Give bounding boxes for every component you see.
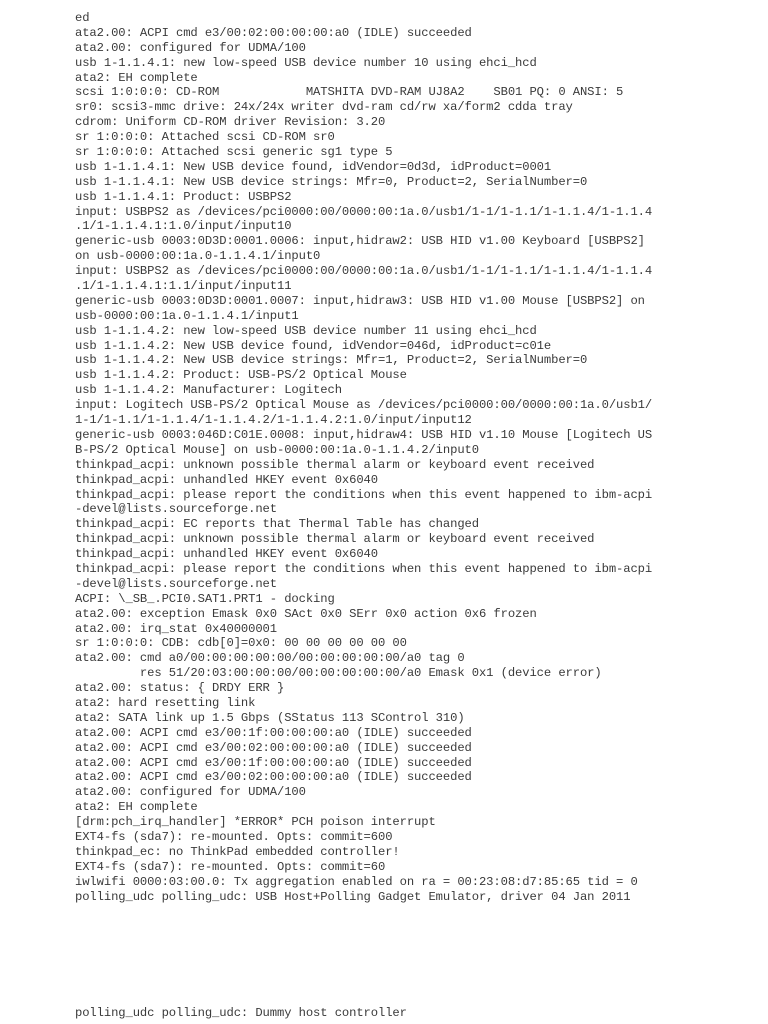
log-line: usb 1-1.1.4.2: New USB device found, idVendor=046d, idProduct=c01e bbox=[75, 338, 552, 353]
log-line: usb-0000:00:1a.0-1.1.4.1/input1 bbox=[75, 308, 299, 323]
log-line: input: USBPS2 as /devices/pci0000:00/0000:00:1a.0/usb1/1-1/1-1.1/1-1.1.4/1-1.1.4 bbox=[75, 264, 653, 279]
log-line: sr0: scsi3-mmc drive: 24x/24x writer dvd-ram cd/rw xa/form2 cdda tray bbox=[75, 100, 573, 115]
log-line: thinkpad_acpi: unknown possible thermal alarm or keyboard event received bbox=[75, 532, 595, 547]
log-line: [drm:pch_irq_handler] *ERROR* PCH poison interrupt bbox=[75, 815, 436, 830]
log-line: EXT4-fs (sda7): re-mounted. Opts: commit=600 bbox=[75, 829, 393, 844]
log-line: cdrom: Uniform CD-ROM driver Revision: 3.20 bbox=[75, 115, 386, 130]
log-line: ata2.00: ACPI cmd e3/00:1f:00:00:00:a0 (IDLE) succeeded bbox=[75, 725, 472, 740]
log-line: thinkpad_acpi: please report the conditions when this event happened to ibm-acpi bbox=[75, 561, 653, 576]
log-line: usb 1-1.1.4.2: New USB device strings: Mfr=1, Product=2, SerialNumber=0 bbox=[75, 353, 588, 368]
log-footer-line: polling_udc polling_udc: Dummy host controller bbox=[75, 1006, 407, 1020]
log-line: iwlwifi 0000:03:00.0: Tx aggregation enabled on ra = 00:23:08:d7:85:65 tid = 0 bbox=[75, 874, 638, 889]
kernel-log bbox=[75, 11, 755, 904]
log-line: usb 1-1.1.4.2: new low-speed USB device number 11 using ehci_hcd bbox=[75, 323, 537, 338]
log-line: .1/1-1.1.4.1:1.1/input/input11 bbox=[75, 279, 292, 294]
log-line: thinkpad_acpi: unknown possible thermal alarm or keyboard event received bbox=[75, 457, 595, 472]
log-line: ata2.00: configured for UDMA/100 bbox=[75, 40, 306, 55]
log-line: polling_udc polling_udc: USB Host+Polling Gadget Emulator, driver 04 Jan 2011 bbox=[75, 889, 631, 904]
log-line: EXT4-fs (sda7): re-mounted. Opts: commit=60 bbox=[75, 859, 386, 874]
log-line: thinkpad_acpi: unhandled HKEY event 0x6040 bbox=[75, 547, 378, 562]
log-line: thinkpad_acpi: please report the conditions when this event happened to ibm-acpi bbox=[75, 487, 653, 502]
log-line: thinkpad_acpi: EC reports that Thermal Table has changed bbox=[75, 517, 479, 532]
log-line: res 51/20:03:00:00:00/00:00:00:00:00/a0 Emask 0x1 (device error) bbox=[75, 666, 602, 681]
log-line: usb 1-1.1.4.1: New USB device strings: Mfr=0, Product=2, SerialNumber=0 bbox=[75, 174, 588, 189]
log-line: ed bbox=[75, 11, 90, 25]
log-line: ata2.00: cmd a0/00:00:00:00:00/00:00:00:00:00/a0 tag 0 bbox=[75, 651, 465, 666]
log-line: sr 1:0:0:0: Attached scsi CD-ROM sr0 bbox=[75, 130, 335, 145]
log-line: -devel@lists.sourceforge.net bbox=[75, 576, 277, 591]
log-line: ata2.00: irq_stat 0x40000001 bbox=[75, 621, 277, 636]
log-line: -devel@lists.sourceforge.net bbox=[75, 502, 277, 517]
log-line: on usb-0000:00:1a.0-1.1.4.1/input0 bbox=[75, 249, 321, 264]
log-line: sr 1:0:0:0: CDB: cdb[0]=0x0: 00 00 00 00 00 00 bbox=[75, 636, 407, 651]
log-line: thinkpad_ec: no ThinkPad embedded controller! bbox=[75, 844, 400, 859]
log-line: B-PS/2 Optical Mouse] on usb-0000:00:1a.0-1.1.4.2/input0 bbox=[75, 442, 479, 457]
log-line: input: Logitech USB-PS/2 Optical Mouse as /devices/pci0000:00/0000:00:1a.0/usb1/ bbox=[75, 398, 653, 413]
log-line: generic-usb 0003:046D:C01E.0008: input,hidraw4: USB HID v1.10 Mouse [Logitech US bbox=[75, 427, 653, 442]
log-line: usb 1-1.1.4.1: New USB device found, idVendor=0d3d, idProduct=0001 bbox=[75, 159, 552, 174]
log-line: scsi 1:0:0:0: CD-ROM MATSHITA DVD-RAM UJ8A2 SB01 PQ: 0 ANSI: 5 bbox=[75, 85, 624, 100]
log-line: ata2: hard resetting link bbox=[75, 695, 256, 710]
log-line: ata2: SATA link up 1.5 Gbps (SStatus 113 SControl 310) bbox=[75, 710, 465, 725]
log-line: ACPI: \_SB_.PCI0.SAT1.PRT1 - docking bbox=[75, 591, 335, 606]
log-line: usb 1-1.1.4.2: Product: USB-PS/2 Optical Mouse bbox=[75, 368, 407, 383]
log-line: ata2.00: ACPI cmd e3/00:02:00:00:00:a0 (IDLE) succeeded bbox=[75, 25, 472, 40]
log-line: usb 1-1.1.4.2: Manufacturer: Logitech bbox=[75, 383, 342, 398]
log-line: generic-usb 0003:0D3D:0001.0006: input,hidraw2: USB HID v1.00 Keyboard [USBPS2] bbox=[75, 234, 645, 249]
log-line: ata2: EH complete bbox=[75, 800, 198, 815]
log-line: .1/1-1.1.4.1:1.0/input/input10 bbox=[75, 219, 292, 234]
log-line: ata2.00: status: { DRDY ERR } bbox=[75, 681, 285, 696]
log-line: ata2.00: exception Emask 0x0 SAct 0x0 SErr 0x0 action 0x6 frozen bbox=[75, 606, 537, 621]
log-line: usb 1-1.1.4.1: Product: USBPS2 bbox=[75, 189, 292, 204]
log-line: thinkpad_acpi: unhandled HKEY event 0x6040 bbox=[75, 472, 378, 487]
log-line: 1-1/1-1.1/1-1.1.4/1-1.1.4.2/1-1.1.4.2:1.0/input/input12 bbox=[75, 413, 472, 428]
log-line: generic-usb 0003:0D3D:0001.0007: input,hidraw3: USB HID v1.00 Mouse [USBPS2] on bbox=[75, 293, 645, 308]
log-line: sr 1:0:0:0: Attached scsi generic sg1 type 5 bbox=[75, 145, 393, 160]
log-line: ata2.00: ACPI cmd e3/00:02:00:00:00:a0 (IDLE) succeeded bbox=[75, 770, 472, 785]
log-line: usb 1-1.1.4.1: new low-speed USB device number 10 using ehci_hcd bbox=[75, 55, 537, 70]
log-line: ata2: EH complete bbox=[75, 70, 198, 85]
log-line: ata2.00: ACPI cmd e3/00:1f:00:00:00:a0 (IDLE) succeeded bbox=[75, 755, 472, 770]
log-line: ata2.00: configured for UDMA/100 bbox=[75, 785, 306, 800]
log-line: input: USBPS2 as /devices/pci0000:00/0000:00:1a.0/usb1/1-1/1-1.1/1-1.1.4/1-1.1.4 bbox=[75, 204, 653, 219]
log-line: ata2.00: ACPI cmd e3/00:02:00:00:00:a0 (IDLE) succeeded bbox=[75, 740, 472, 755]
